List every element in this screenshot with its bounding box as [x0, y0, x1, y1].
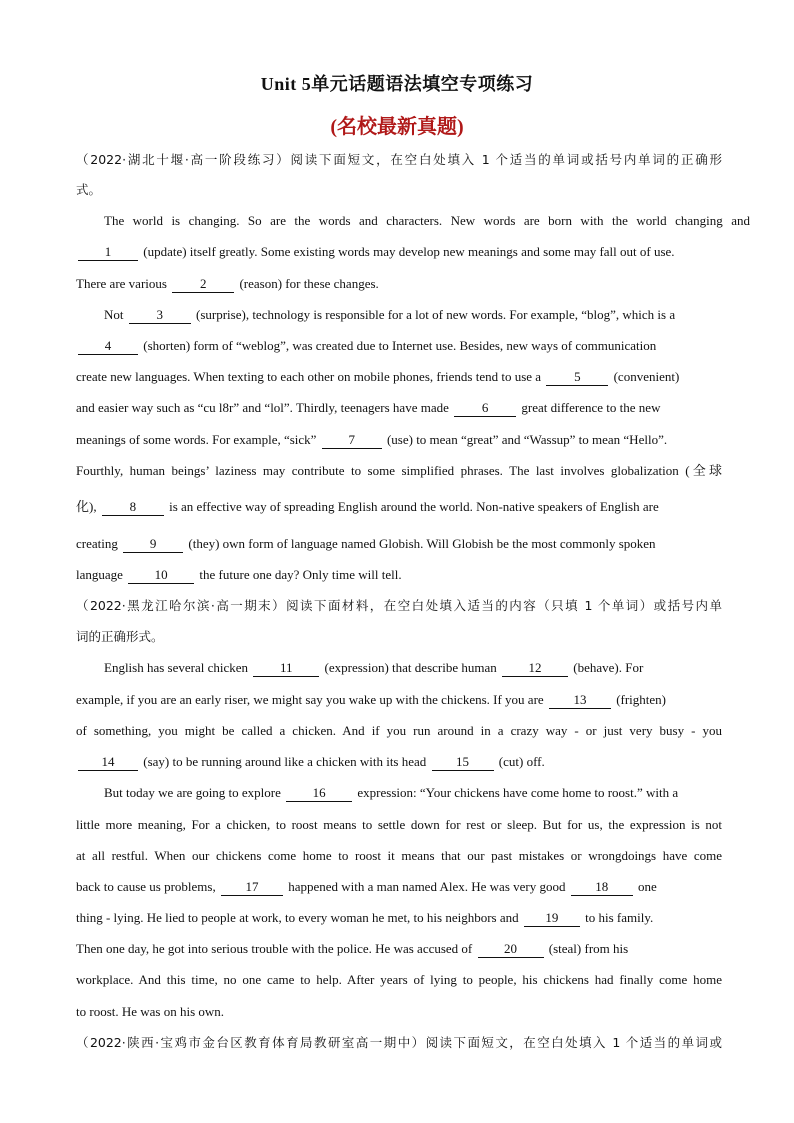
- section2-intro-line1: （2022·黑龙江哈尔滨·高一期末）阅读下面材料，在空白处填入适当的内容（只填 1 个单词）或括号内单: [76, 598, 722, 613]
- s2-text: happened with a man named Alex. He was very good: [284, 879, 569, 894]
- s2-text: But today we are going to explore: [104, 785, 285, 800]
- s1-text: great difference to the new: [518, 400, 661, 415]
- s2-line: at all restful. When our chickens come home to roost it means that our past mistakes or wrongdoings have come: [76, 848, 722, 863]
- s2-text: example, if you are an early riser, we might say you wake up with the chickens. If you are: [76, 692, 547, 707]
- blank-11[interactable]: 11: [253, 660, 319, 677]
- s1-line: [76, 497, 722, 517]
- blank-17[interactable]: 17: [221, 879, 283, 896]
- s1-line: The world is changing. So are the words and characters. New words are born with the world changing and: [104, 213, 750, 228]
- s1-text: (surprise), technology is responsible for a lot of new words. For example, “blog”, which is a: [192, 307, 676, 322]
- blank-1[interactable]: 1: [78, 244, 138, 261]
- s2-line: [76, 939, 722, 959]
- blank-13[interactable]: 13: [549, 692, 611, 709]
- section2-intro-line2: 词的正确形式。: [76, 629, 164, 644]
- s2-text: (cut) off.: [495, 754, 545, 769]
- s2-line: [76, 658, 750, 678]
- s1-line: [76, 398, 722, 418]
- blank-2[interactable]: 2: [172, 276, 234, 293]
- s2-line: [76, 908, 722, 928]
- s2-text: one: [634, 879, 657, 894]
- s1-text: (update) itself greatly. Some existing words may develop new meanings and some may fall out of use.: [140, 244, 675, 259]
- page-title: Unit 5单元话题语法填空专项练习: [260, 74, 534, 94]
- s1-text: language: [76, 567, 127, 582]
- section3-intro-line1: （2022·陕西·宝鸡市金台区教育体育局教研室高一期中）阅读下面短文，在空白处填入 1 个适当的单词或: [76, 1035, 722, 1050]
- s1-line: [76, 336, 722, 356]
- s1-line: [76, 565, 722, 585]
- s1-text: (convenient): [610, 369, 680, 384]
- s2-line: to roost. He was on his own.: [76, 1004, 225, 1019]
- s1-text: create new languages. When texting to each other on mobile phones, friends tend to use a: [76, 369, 545, 384]
- section1-intro-line1: （2022·湖北十堰·高一阶段练习）阅读下面短文，在空白处填入 1 个适当的单词或括号内单词的正确形: [76, 152, 722, 167]
- s2-text: to his family.: [581, 910, 654, 925]
- blank-3[interactable]: 3: [129, 307, 191, 324]
- blank-19[interactable]: 19: [524, 910, 580, 927]
- s1-text: meanings of some words. For example, “sick”: [76, 432, 320, 447]
- s2-text: (expression) that describe human: [321, 660, 500, 675]
- s2-text: (steal) from his: [545, 941, 629, 956]
- s2-text: (frighten): [612, 692, 666, 707]
- blank-5[interactable]: 5: [546, 369, 608, 386]
- blank-6[interactable]: 6: [454, 400, 516, 417]
- s2-text: back to cause us problems,: [76, 879, 219, 894]
- s1-text: creating: [76, 536, 122, 551]
- blank-8[interactable]: 8: [102, 499, 164, 516]
- blank-20[interactable]: 20: [478, 941, 544, 958]
- blank-16[interactable]: 16: [286, 785, 352, 802]
- s2-line: [76, 752, 722, 772]
- s1-text: (use) to mean “great” and “Wassup” to mean “Hello”.: [383, 432, 668, 447]
- blank-9[interactable]: 9: [123, 536, 183, 553]
- s2-text: Then one day, he got into serious trouble with the police. He was accused of: [76, 941, 476, 956]
- s2-text: (say) to be running around like a chicken with its head: [140, 754, 430, 769]
- blank-15[interactable]: 15: [432, 754, 494, 771]
- s1-line: [76, 367, 722, 387]
- blank-4[interactable]: 4: [78, 338, 138, 355]
- s1-line: [76, 305, 750, 325]
- s2-text: thing - lying. He lied to people at work, to every woman he met, to his neighbors and: [76, 910, 522, 925]
- s1-line: [76, 242, 722, 262]
- blank-10[interactable]: 10: [128, 567, 194, 584]
- blank-14[interactable]: 14: [78, 754, 138, 771]
- s2-text: expression: “Your chickens have come home to roost.” with a: [354, 785, 679, 800]
- blank-7[interactable]: 7: [322, 432, 382, 449]
- s1-line: [76, 430, 722, 450]
- s2-text: English has several chicken: [104, 660, 252, 675]
- s2-text: (behave). For: [570, 660, 644, 675]
- s1-text: is an effective way of spreading English around the world. Non-native speakers of English are: [165, 499, 659, 514]
- page-subtitle: (名校最新真题): [330, 116, 464, 138]
- s2-line: of something, you might be called a chicken. And if you run around in a crazy way - or just very busy - you: [76, 723, 722, 738]
- s1-text: 化),: [76, 499, 100, 514]
- blank-18[interactable]: 18: [571, 879, 633, 896]
- blank-12[interactable]: 12: [502, 660, 568, 677]
- s1-line: [76, 534, 722, 554]
- s1-text: There are various: [76, 276, 171, 291]
- s2-line: little more meaning, For a chicken, to roost means to settle down for rest or sleep. But for us, the expression is not: [76, 817, 722, 832]
- s1-text: (shorten) form of “weblog”, was created due to Internet use. Besides, new ways of communication: [140, 338, 657, 353]
- s1-line: Fourthly, human beings’ laziness may contribute to some simplified phrases. The last involves globalization (全球: [76, 463, 722, 478]
- s2-line: [76, 877, 722, 897]
- s1-text: Not: [104, 307, 127, 322]
- s2-line: [76, 690, 722, 710]
- s2-line: [76, 783, 750, 803]
- s1-text: the future one day? Only time will tell.: [196, 567, 402, 582]
- section1-intro-line2: 式。: [76, 182, 102, 197]
- s2-line: workplace. And this time, no one came to help. After years of lying to people, his chickens had finally come home: [76, 972, 722, 987]
- s1-text: (reason) for these changes.: [236, 276, 379, 291]
- s1-line: [76, 274, 722, 294]
- s1-text: (they) own form of language named Globish. Will Globish be the most commonly spoken: [185, 536, 656, 551]
- s1-text: and easier way such as “cu l8r” and “lol”. Thirdly, teenagers have made: [76, 400, 453, 415]
